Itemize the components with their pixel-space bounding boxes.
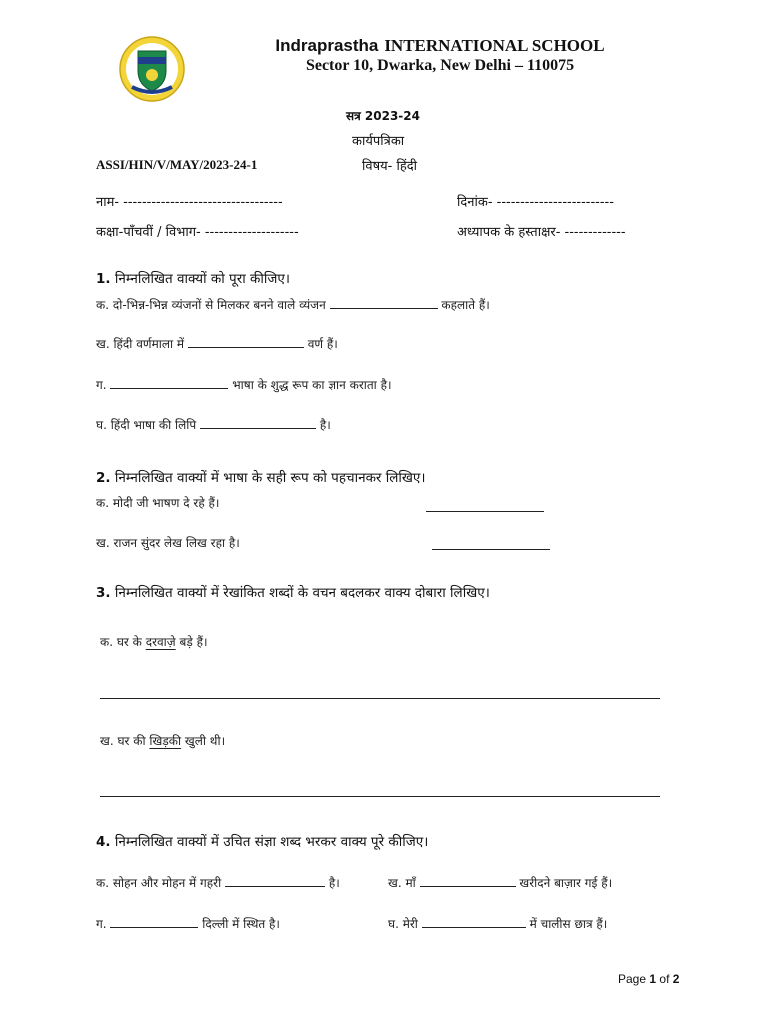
school-name: Indraprastha INTERNATIONAL SCHOOL [275, 36, 605, 55]
answer-line[interactable] [100, 698, 660, 699]
question-3-heading: 3. निम्नलिखित वाक्यों में रेखांकित शब्दों के वचन बदलकर वाक्य दोबारा लिखिए। [96, 585, 490, 601]
q1-item-a: क. दो-भिन्न-भिन्न व्यंजनों से मिलकर बनने वाले व्यंजन कहलाते हैं। [96, 298, 490, 312]
name-field[interactable]: नाम- ---------------------------------- [96, 195, 283, 210]
session: सत्र 2023-24 [346, 109, 420, 123]
q2-item-b: ख. राजन सुंदर लेख लिख रहा है। [96, 536, 240, 550]
answer-line[interactable] [100, 796, 660, 797]
answer-blank[interactable] [420, 874, 516, 887]
teacher-signature-field[interactable]: अध्यापक के हस्ताक्षर- ------------- [457, 225, 626, 240]
class-section-field[interactable]: कक्षा-पाँचवीं / विभाग- -------------------- [96, 225, 299, 240]
school-crest-icon [118, 35, 186, 103]
worksheet-code: ASSI/HIN/V/MAY/2023-24-1 [96, 157, 258, 172]
underlined-word: दरवाज़े [145, 635, 176, 649]
q2-item-a: क. मोदी जी भाषण दे रहे हैं। [96, 496, 220, 510]
q4-item-c: ग. दिल्ली में स्थित है। [96, 917, 280, 931]
underlined-word: खिड़की [149, 734, 182, 748]
q4-item-a: क. सोहन और मोहन में गहरी है। [96, 876, 340, 890]
answer-line[interactable] [432, 549, 550, 550]
page-number: Page 1 of 2 [618, 972, 680, 986]
answer-blank[interactable] [330, 296, 438, 309]
q1-item-d: घ. हिंदी भाषा की लिपि है। [96, 418, 331, 432]
question-4-heading: 4. निम्नलिखित वाक्यों में उचित संज्ञा शब्द भरकर वाक्य पूरे कीजिए। [96, 834, 429, 850]
answer-line[interactable] [426, 511, 544, 512]
q4-item-d: घ. मेरी में चालीस छात्र हैं। [388, 917, 608, 931]
question-1-heading: 1. निम्नलिखित वाक्यों को पूरा कीजिए। [96, 271, 290, 287]
q1-item-c: ग. भाषा के शुद्ध रूप का ज्ञान कराता है। [96, 378, 392, 392]
subject: विषय- हिंदी [362, 159, 418, 174]
worksheet-title: कार्यपत्रिका [352, 134, 405, 149]
q1-item-b: ख. हिंदी वर्णमाला में वर्ण हैं। [96, 337, 338, 351]
question-2-heading: 2. निम्नलिखित वाक्यों में भाषा के सही रूप को पहचानकर लिखिए। [96, 470, 426, 486]
q3-item-a: क. घर के दरवाज़े बड़े हैं। [100, 635, 208, 649]
q3-item-b: ख. घर की खिड़की खुली थी। [100, 734, 226, 748]
answer-blank[interactable] [422, 915, 526, 928]
answer-blank[interactable] [188, 335, 304, 348]
school-address: Sector 10, Dwarka, New Delhi – 110075 [305, 57, 575, 74]
q4-item-b: ख. माँ खरीदने बाज़ार गई हैं। [388, 876, 613, 890]
answer-blank[interactable] [225, 874, 325, 887]
date-field[interactable]: दिनांक- ------------------------- [457, 195, 614, 210]
answer-blank[interactable] [110, 915, 198, 928]
answer-blank[interactable] [200, 416, 316, 429]
answer-blank[interactable] [110, 376, 228, 389]
